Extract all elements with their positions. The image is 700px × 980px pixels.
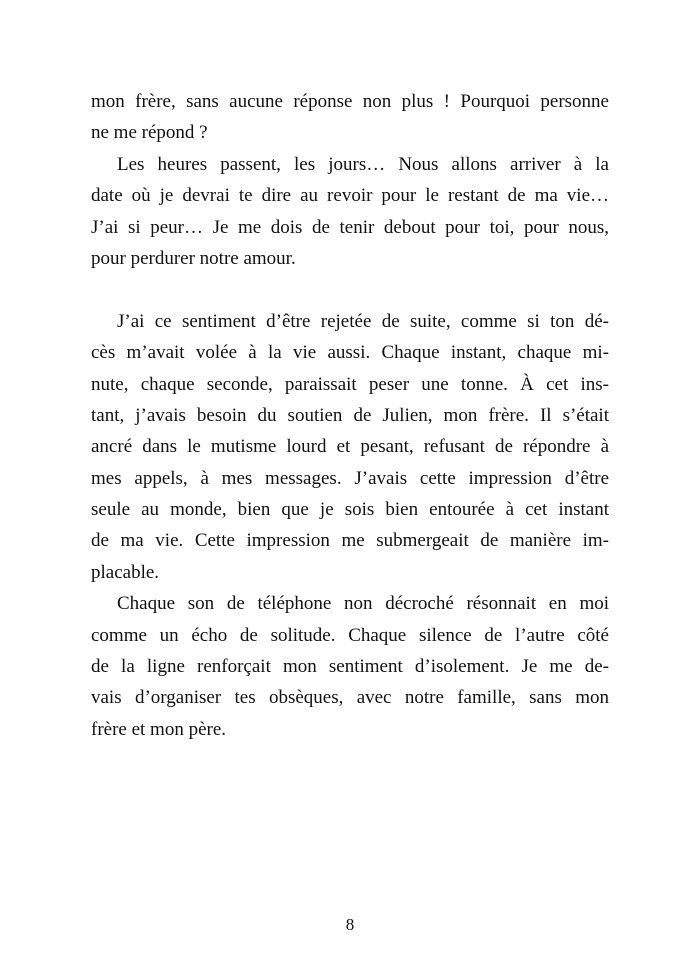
text-line: de la ligne renforçait mon sentiment d’isolement. Je me de- [91, 656, 609, 678]
page-number: 8 [345, 915, 355, 934]
text-line: date où je devrai te dire au revoir pour le restant de ma vie… [91, 185, 609, 207]
paragraph [91, 588, 609, 745]
text-line: frère et mon père. [91, 718, 227, 740]
text-line: nute, chaque seconde, paraissait peser une tonne. À cet ins- [91, 373, 609, 395]
text-line: Chaque son de téléphone non décroché résonnait en moi [117, 593, 609, 615]
text-line: J’ai si peur… Je me dois de tenir debout pour toi, pour nous, [91, 216, 609, 238]
text-line: J’ai ce sentiment d’être rejetée de suite, comme si ton dé- [117, 310, 609, 332]
text-line: placable. [91, 561, 160, 583]
paragraph [91, 149, 609, 275]
text-line: ne me répond ? [91, 122, 208, 144]
paragraph [91, 86, 609, 149]
text-line: Les heures passent, les jours… Nous allons arriver à la [117, 153, 609, 175]
text-line: de ma vie. Cette impression me submergeait de manière im- [91, 530, 609, 552]
text-line: pour perdurer notre amour. [91, 247, 296, 269]
text-line: mon frère, sans aucune réponse non plus ! Pourquoi personne [91, 91, 609, 112]
text-line: comme un écho de solitude. Chaque silence de l’autre côté [91, 624, 609, 646]
text-line: tant, j’avais besoin du soutien de Julien, mon frère. Il s’était [91, 404, 609, 426]
text-line: ancré dans le mutisme lourd et pesant, refusant de répondre à [91, 436, 609, 458]
text-line: seule au monde, bien que je sois bien entourée à cet instant [91, 499, 609, 521]
text-line: cès m’avait volée à la vie aussi. Chaque instant, chaque mi- [91, 342, 609, 364]
text-line: vais d’organiser tes obsèques, avec notre famille, sans mon [91, 687, 609, 709]
body-text [91, 86, 609, 745]
paragraph [91, 306, 609, 589]
text-line: mes appels, à mes messages. J’avais cette impression d’être [91, 467, 609, 489]
section-break [91, 274, 609, 305]
